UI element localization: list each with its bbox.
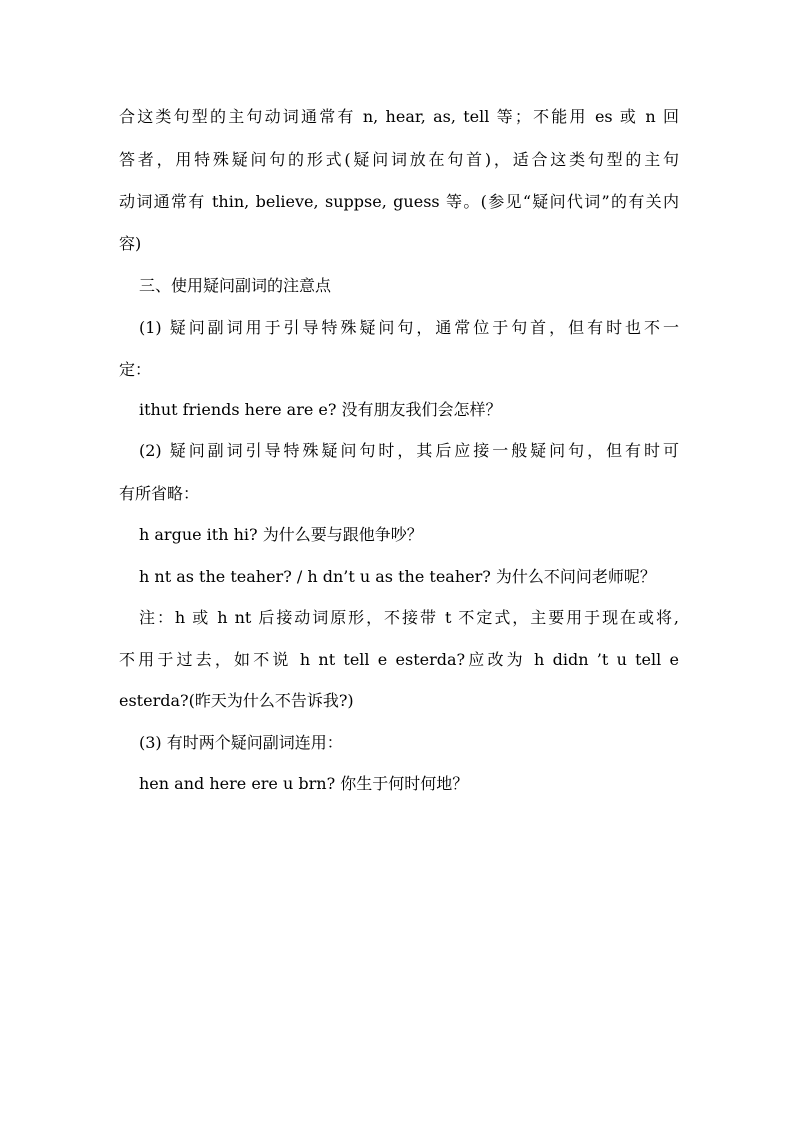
paragraph-line: 容) — [119, 234, 142, 253]
note-line: 不用于过去，如不说 h nt tell e esterda?应改为 h didn ’t u tell e — [119, 650, 679, 669]
paragraph-line: 有所省略： — [119, 484, 200, 503]
paragraph-line: 答者，用特殊疑问句的形式(疑问词放在句首)，适合这类句型的主句 — [119, 150, 679, 169]
paragraph-line: 定： — [119, 360, 152, 379]
note-line: 注：h 或 h nt 后接动词原形，不接带 t 不定式，主要用于现在或将, — [139, 608, 679, 627]
note-line: esterda?(昨天为什么不告诉我?) — [119, 691, 354, 710]
example-sentence: h argue ith hi? 为什么要与跟他争吵？ — [139, 525, 423, 544]
example-sentence: ithut friends here are e? 没有朋友我们会怎样？ — [139, 400, 502, 419]
paragraph-line: 合这类句型的主句动词通常有 n, hear, as, tell 等；不能用 es 或 n 回 — [119, 107, 679, 126]
section-heading: 三、使用疑问副词的注意点 — [139, 276, 332, 295]
paragraph-line: (3) 有时两个疑问副词连用： — [139, 733, 343, 752]
example-sentence: hen and here ere u brn? 你生于何时何地？ — [139, 774, 469, 793]
paragraph-line: (2) 疑问副词引导特殊疑问句时，其后应接一般疑问句，但有时可 — [139, 441, 679, 460]
example-sentence: h nt as the teaher? / h dn’t u as the teaher? 为什么不问问老师呢？ — [139, 567, 656, 586]
paragraph-line: (1) 疑问副词用于引导特殊疑问句，通常位于句首，但有时也不一 — [139, 318, 679, 337]
paragraph-line: 动词通常有 thin, believe, suppse, guess 等。(参见“疑问代词”的有关内 — [119, 192, 679, 211]
